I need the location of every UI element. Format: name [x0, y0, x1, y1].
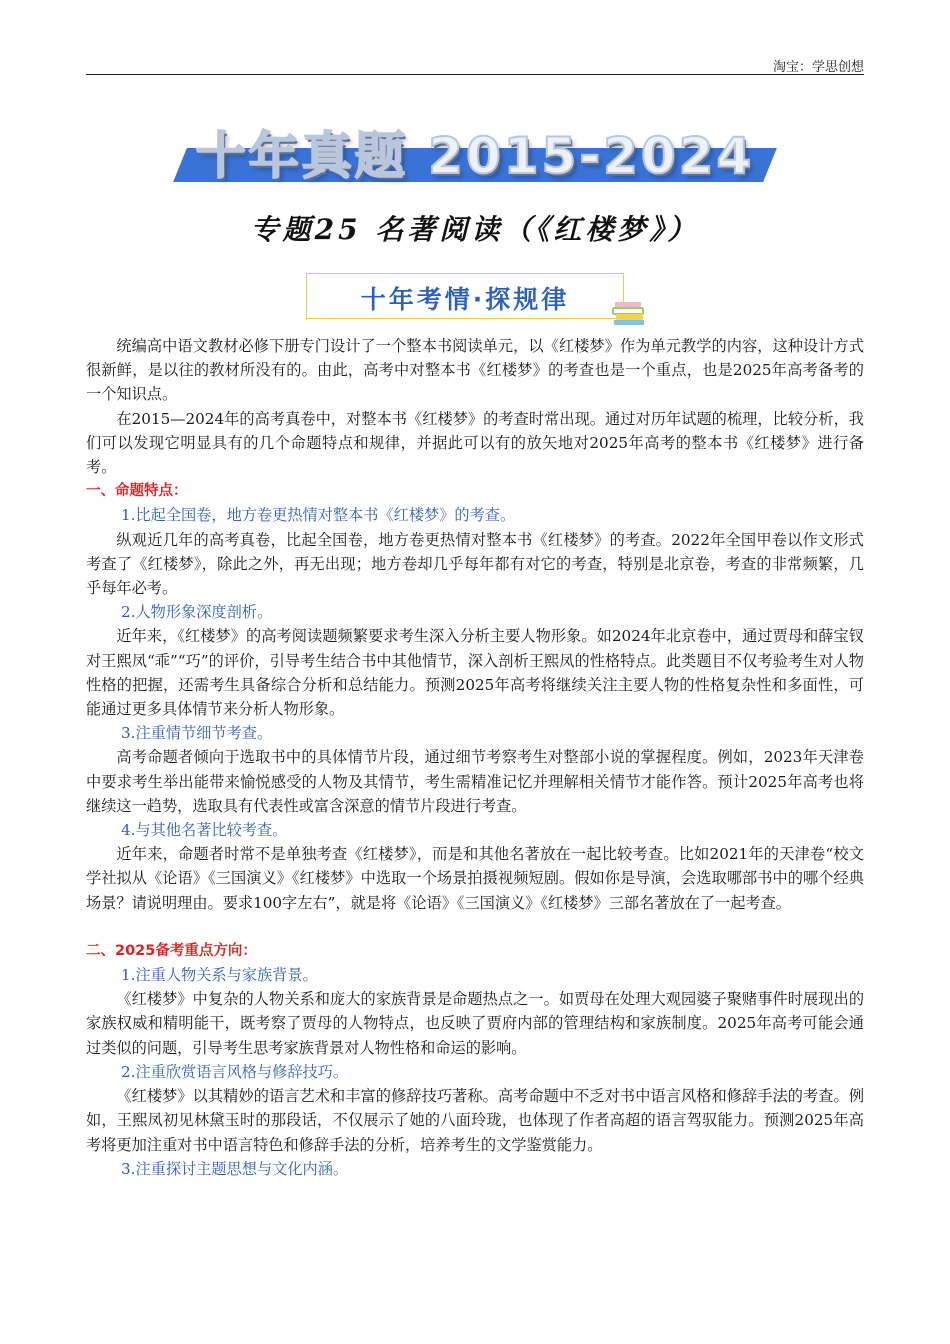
intro-paragraph-1: 统编高中语文教材必修下册专门设计了一个整本书阅读单元，以《红楼梦》作为单元教学的内容，这种设计方式很新鲜，是以往的教材所没有的。由此，高考中对整本书《红楼梦》的考查也是一个重点，也是2025年高考备考的一个知识点。: [86, 337, 864, 404]
section2-item2-subtitle: 2.注重欣赏语言风格与修辞技巧。: [121, 1062, 349, 1081]
section-badge-label: 十年考情·探规律: [360, 285, 570, 314]
section2-item1-body: 《红楼梦》中复杂的人物关系和庞大的家族背景是命题热点之一。如贾母在处理大观园婆子聚赌事件时展现出的家族权威和精明能干，既考察了贾母的人物特点，也反映了贾府内部的管理结构和家族制度。2025年高考可能会通过类似的问题，引导考生思考家族背景对人物性格和命运的影响。: [86, 990, 864, 1057]
document-body: [86, 334, 864, 1181]
section1-item3-subtitle: 3.注重情节细节考查。: [121, 724, 273, 743]
books-icon: [612, 296, 646, 326]
section2-heading: 二、2025备考重点方向：: [86, 942, 257, 959]
intro-paragraph-2: 在2015—2024年的高考真卷中，对整本书《红楼梦》的考查时常出现。通过对历年试题的梳理，比较分析，我们可以发现它明显具有的几个命题特点和规律，并据此可以有的放矢地对2025年高考的整本书《红楼梦》进行备考。: [86, 409, 864, 477]
section-gap: [86, 915, 864, 939]
topic-title: 专题25 名著阅读（《红楼梦》）: [250, 213, 700, 246]
section1-item2-body: 近年来，《红楼梦》的高考阅读题频繁要求考生深入分析主要人物形象。如2024年北京卷中，通过贾母和薛宝钗对王熙凤“乖”“巧”的评价，引导考生结合书中其他情节，深入剖析王熙凤的性格特点。此类题目不仅考验考生对人物性格的把握，还需考生具备综合分析和总结能力。预测2025年高考将继续关注主要人物的性格复杂性和多面性，可能通过更多具体情节来分析人物形象。: [86, 627, 864, 719]
section-badge: [306, 273, 624, 319]
section1-item3-body: 高考命题者倾向于选取书中的具体情节片段，通过细节考察考生对整部小说的掌握程度。例如，2023年天津卷中要求考生举出能带来愉悦感受的人物及其情节，考生需精准记忆并理解相关情节才能作答。预计2025年高考也将继续这一趋势，选取具有代表性或富含深意的情节片段进行考查。: [86, 748, 864, 815]
header-rule: [86, 74, 864, 75]
banner-title: 十年真题 2015-2024: [195, 127, 755, 185]
header-note: 淘宝：学思创想: [772, 60, 864, 75]
section1-item4-subtitle: 4.与其他名著比较考查。: [121, 821, 288, 840]
section1-item1-body: 纵观近几年的高考真卷，比起全国卷，地方卷更热情对整本书《红楼梦》的考查。2022年全国甲卷以作文形式考查了《红楼梦》，除此之外，再无出现；地方卷却几乎每年都有对它的考查，特别是北京卷，考查的非常频繁，几乎每年必考。: [86, 530, 864, 598]
section1-item2-subtitle: 2.人物形象深度剖析。: [121, 603, 273, 622]
title-banner: [170, 112, 780, 188]
section1-item4-body: 近年来，命题者时常不是单独考查《红楼梦》，而是和其他名著放在一起比较考查。比如2021年的天津卷“校文学社拟从《论语》《三国演义》《红楼梦》中选取一个场景拍摄视频短剧。假如你是导演，会选取哪部书中的哪个经典场景？请说明理由。要求100字左右”，就是将《论语》《三国演义》《红楼梦》三部名著放在了一起考查。: [86, 845, 864, 912]
section2-item2-body: 《红楼梦》以其精妙的语言艺术和丰富的修辞技巧著称。高考命题中不乏对书中语言风格和修辞手法的考查。例如，王熙凤初见林黛玉时的那段话，不仅展示了她的八面玲珑，也体现了作者高超的语言驾驭能力。预测2025年高考将更加注重对书中语言特色和修辞手法的分析，培养考生的文学鉴赏能力。: [86, 1087, 864, 1154]
section1-heading: 一、命题特点：: [86, 483, 188, 500]
section2-item1-subtitle: 1.注重人物关系与家族背景。: [121, 966, 318, 985]
section2-item3-subtitle: 3.注重探讨主题思想与文化内涵。: [121, 1159, 349, 1178]
section1-item1-subtitle: 1.比起全国卷，地方卷更热情对整本书《红楼梦》的考查。: [121, 506, 516, 525]
